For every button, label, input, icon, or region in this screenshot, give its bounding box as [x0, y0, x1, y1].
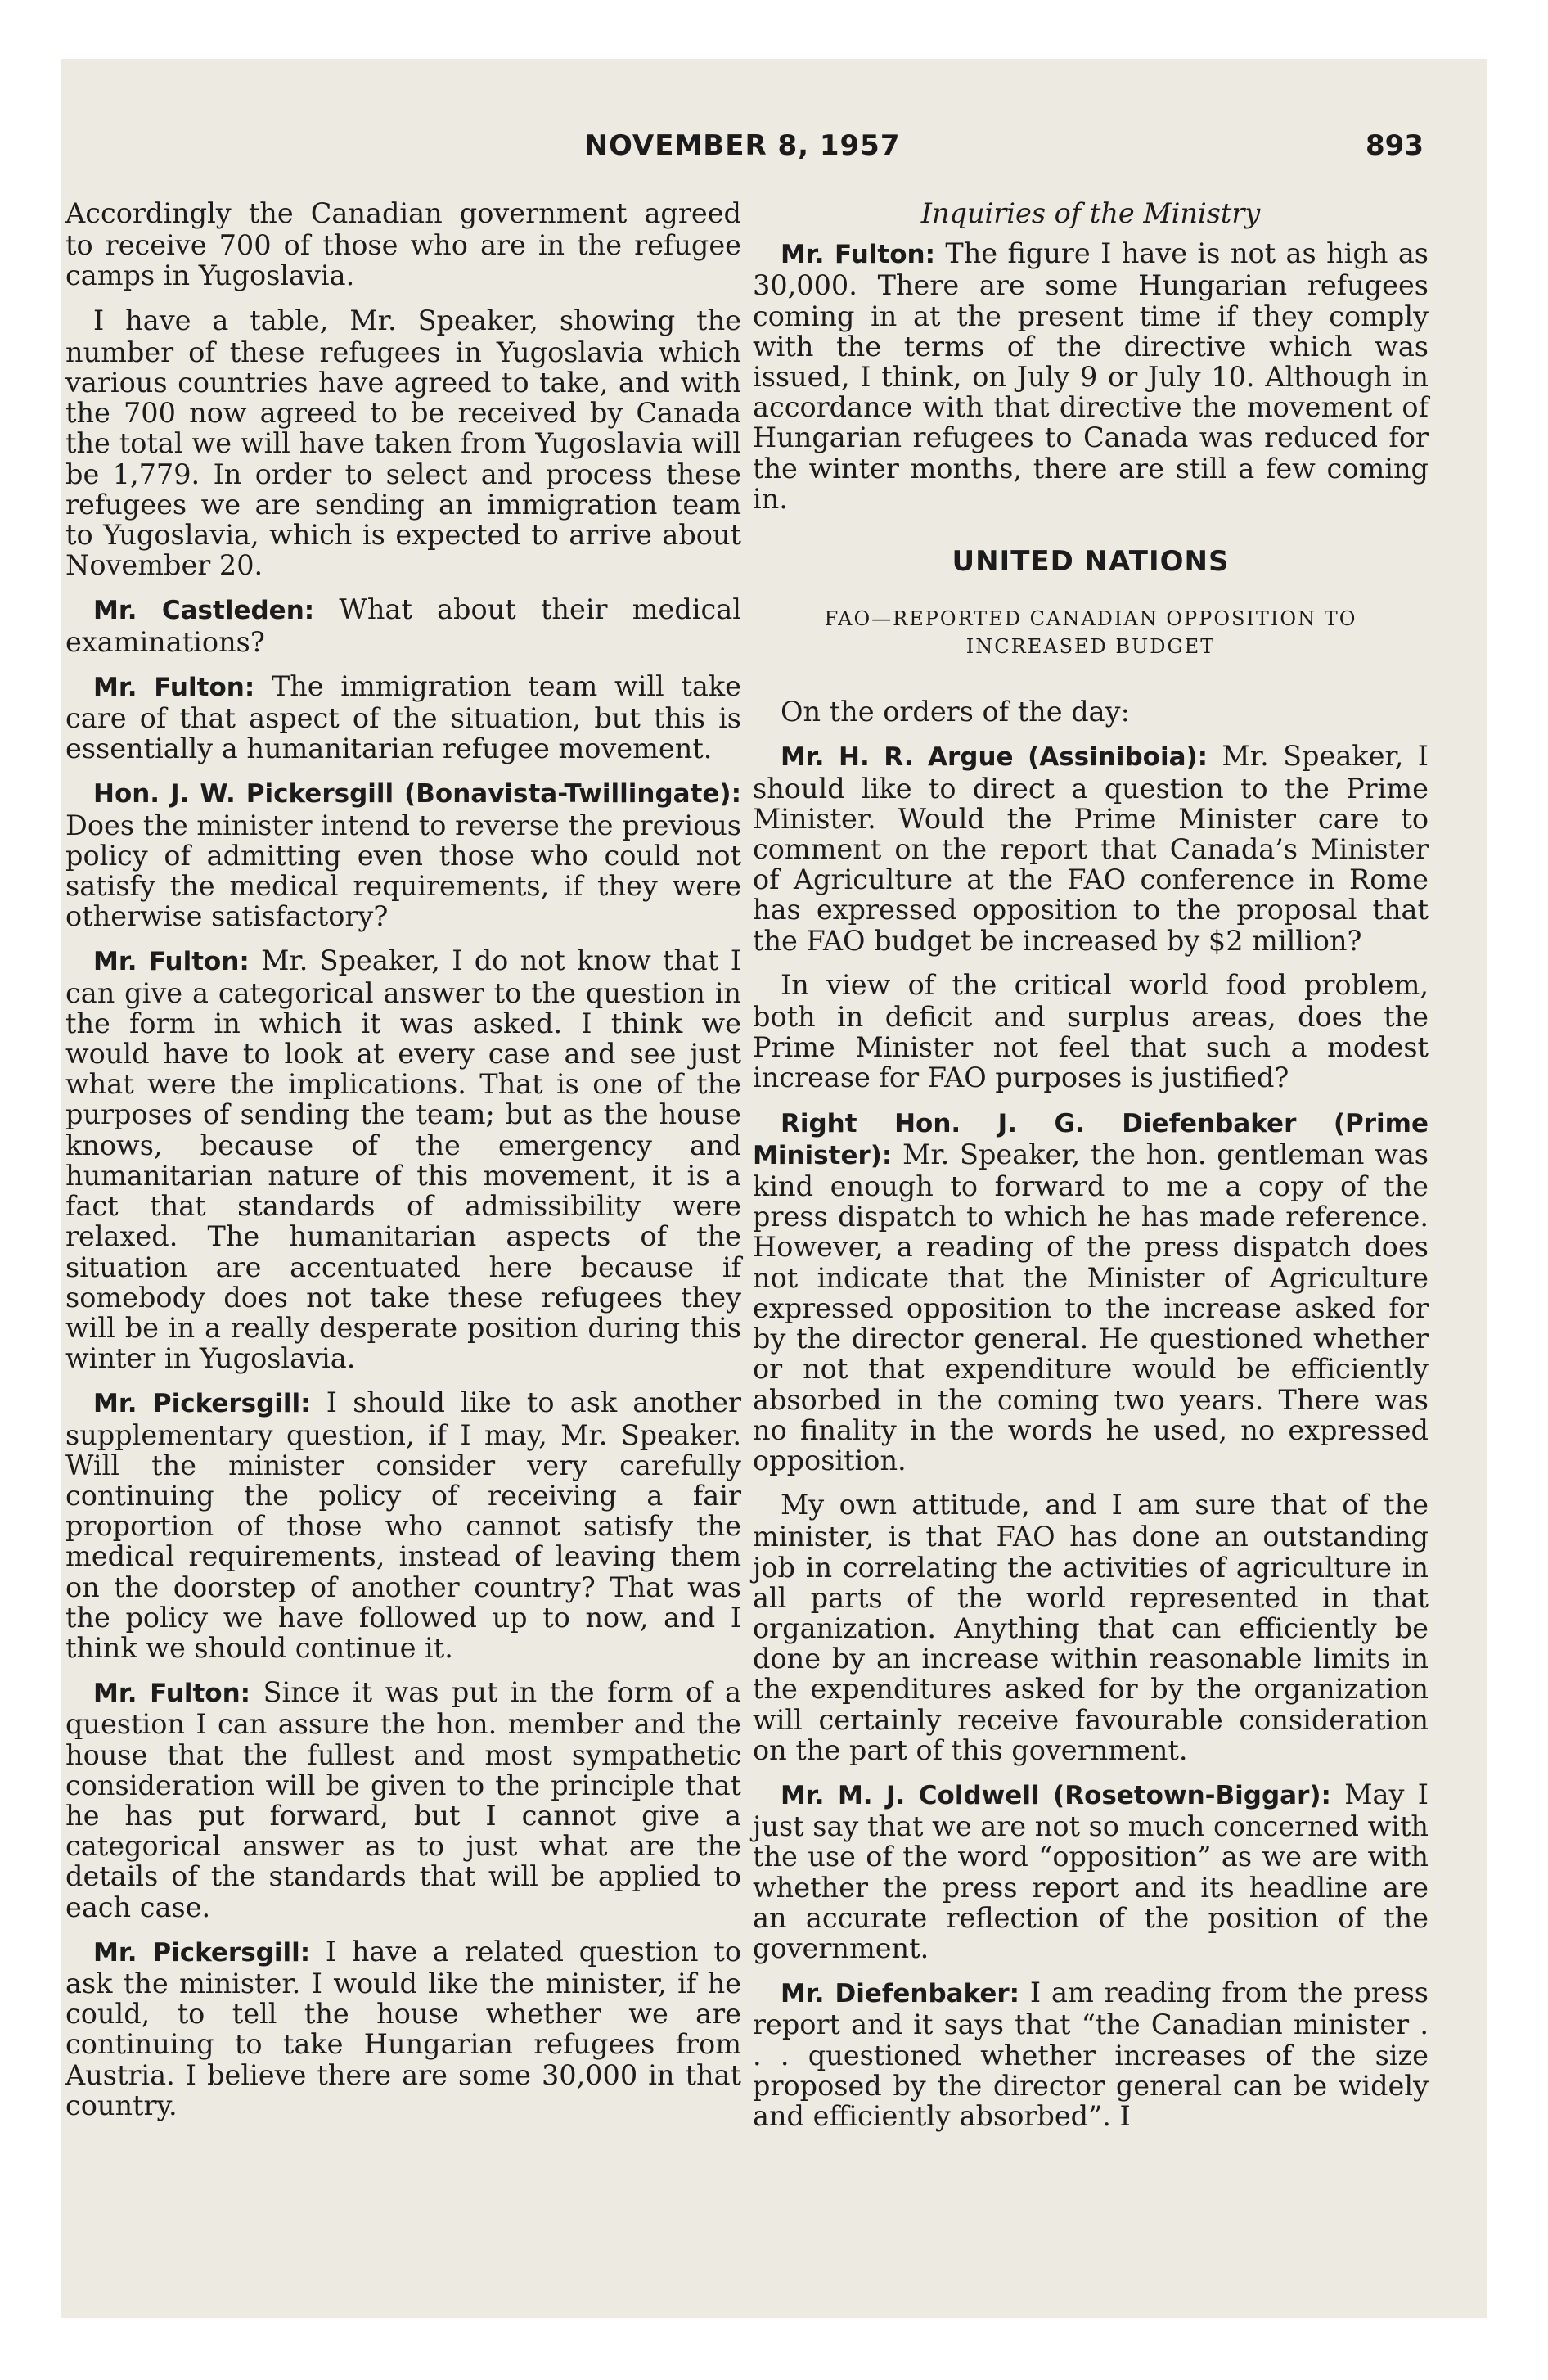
paragraph-text: May I just say that we are not so much concerned with the use of the word “opposition” as we are with whether the press report and its headline are an accurate reflection of the position of the government. [753, 1778, 1429, 1964]
speaker-name: Mr. Castleden: [93, 596, 315, 626]
header-date: NOVEMBER 8, 1957 [584, 129, 901, 162]
page-number: 893 [1366, 129, 1424, 162]
paragraph-text: Mr. Speaker, the hon. gentleman was kind enough to forward to me a copy of the press dispatch to which he has made reference. However, a reading of the press dispatch does not indicate that the Minister of Agriculture expressed opposition to the increase asked for by the director general. He questioned whether or not that expenditure would be efficiently absorbed in the coming two years. There was no finality in the words he used, no expressed opposition. [753, 1138, 1429, 1476]
paragraph-text: Mr. Speaker, I do not know that I can give a categorical answer to the question in the form in which it was asked. I think we would have to look at every case and see just what were the implications. That is one of the purposes of sending the team; but as the house knows, because of the emergency and humanitarian nature of this movement, it is a fact that standards of admissibility were relaxed. The humanitarian aspects of the situation are accentuated here because if somebody does not take these refugees they will be in a really desperate position during this winter in Yugoslavia. [65, 944, 741, 1375]
speaker-name: Mr. Diefenbaker: [781, 1979, 1020, 2009]
paragraph [753, 1490, 1429, 1765]
paragraph-text: The figure I have is not as high as 30,000. There are some Hungarian refugees coming in at the present time if they comply with the terms of the directive which was issued, I think, on July 9 or July 10. Although in accordance with that directive the movement of Hungarian refugees to Canada was reduced for the winter months, there are still a few coming in. [753, 237, 1429, 515]
speaker-name: Mr. Fulton: [93, 1679, 251, 1709]
paragraph-text: In view of the critical world food problem, both in deficit and surplus areas, does the Prime Minister not feel that such a modest increase for FAO purposes is justified? [753, 968, 1429, 1094]
speaker-name: Mr. H. R. Argue (Assiniboia): [781, 742, 1208, 773]
running-head: Inquiries of the Ministry [920, 197, 1261, 229]
paragraph-text: What about their medical examinations? [65, 593, 741, 658]
speaker-name: Mr. Pickersgill: [93, 1937, 311, 1968]
paragraph-text: Does the minister intend to reverse the previous policy of admitting even those who could not satisfy the medical requirements, if they were otherwise satisfactory? [65, 809, 741, 933]
speaker-name: Mr. Fulton: [93, 947, 250, 977]
paragraph-text: I have a table, Mr. Speaker, showing the number of these refugees in Yugoslavia which various countries have agreed to take, and with the 700 now agreed to be received by Canada the total we will have taken from Yugoslavia will be 1,779. In order to select and process these refugees we are sending an immigration team to Yugoslavia, which is expected to arrive about November 20. [65, 304, 741, 582]
page-header [61, 123, 1424, 172]
left-column [65, 198, 741, 2134]
paragraph [65, 198, 741, 291]
paragraph-text: I am reading from the press report and it says that “the Canadian minister . . . questioned whether increases of the size proposed by the director general can be widely and efficiently absorbed”. I [753, 1977, 1429, 2132]
paragraph [65, 305, 741, 581]
right-column [753, 198, 1429, 2145]
subheading [753, 605, 1429, 660]
paragraph [753, 1779, 1429, 1963]
paragraph-text: My own attitude, and I am sure that of the minister, is that FAO has done an outstanding job in correlating the activities of agriculture in all parts of the world represented in that organization. Anything that can efficiently be done by an increase within reasonable limits in the expenditures asked for by the organization will certainly receive favourable consideration on the part of this government. [753, 1489, 1429, 1766]
paragraph-text: Mr. Speaker, I should like to direct a question to the Prime Minister. Would the Prime Minister care to comment on the report that Canada’s Minister of Agriculture at the FAO conference in Rome has expressed opposition to the proposal that the FAO budget be increased by $2 million? [753, 740, 1429, 957]
section-title: UNITED NATIONS [952, 545, 1230, 579]
orders-of-the-day: On the orders of the day: [781, 696, 1130, 728]
speaker-name: Right Hon. J. G. Diefenbaker (Prime Minister): [753, 1108, 1429, 1170]
paragraph [65, 1677, 741, 1922]
speaker-name: Mr. Pickersgill: [93, 1389, 311, 1419]
paragraph [753, 1977, 1429, 2131]
paragraph [753, 238, 1429, 514]
paragraph [65, 778, 741, 931]
paragraph [65, 1387, 741, 1663]
speaker-name: Hon. J. W. Pickersgill (Bonavista-Twillingate): [93, 779, 741, 809]
paragraph-text: Accordingly the Canadian government agreed to receive 700 of those who are in the refugee camps in Yugoslavia. [65, 197, 741, 292]
speaker-name: Mr. M. J. Coldwell (Rosetown-Biggar): [781, 1780, 1331, 1810]
subheading-line: INCREASED BUDGET [965, 635, 1216, 659]
paragraph-text: I should like to ask another supplementary question, if I may, Mr. Speaker. Will the minister consider very carefully continuing the policy of receiving a fair proportion of those who cannot satisfy the medical requirements, instead of leaving them on the doorstep of another country? That was the policy we have followed up to now, and I think we should continue it. [65, 1386, 741, 1664]
paragraph [753, 1107, 1429, 1476]
paragraph [65, 945, 741, 1373]
paragraph-text: Since it was put in the form of a question I can assure the hon. member and the house that the fullest and most sympathetic consideration will be given to the principle that he has put forward, but I cannot give a categorical answer as to just what are the details of the standards that will be applied to each case. [65, 1676, 741, 1923]
paragraph [65, 671, 741, 764]
speaker-name: Mr. Fulton: [93, 672, 255, 702]
paragraph [753, 970, 1429, 1093]
paragraph-text: I have a related question to ask the minister. I would like the minister, if he could, to tell the house whether we are continuing to take Hungarian refugees from Austria. I believe there are some 30,000 in that country. [65, 1935, 741, 2121]
paragraph [65, 1936, 741, 2121]
paragraph [65, 594, 741, 656]
paragraph-text: The immigration team will take care of that aspect of the situation, but this is essentially a humanitarian refugee movement. [65, 669, 741, 765]
paragraph [753, 741, 1429, 955]
speaker-name: Mr. Fulton: [781, 240, 935, 270]
subheading-line: FAO—REPORTED CANADIAN OPPOSITION TO [824, 607, 1357, 631]
